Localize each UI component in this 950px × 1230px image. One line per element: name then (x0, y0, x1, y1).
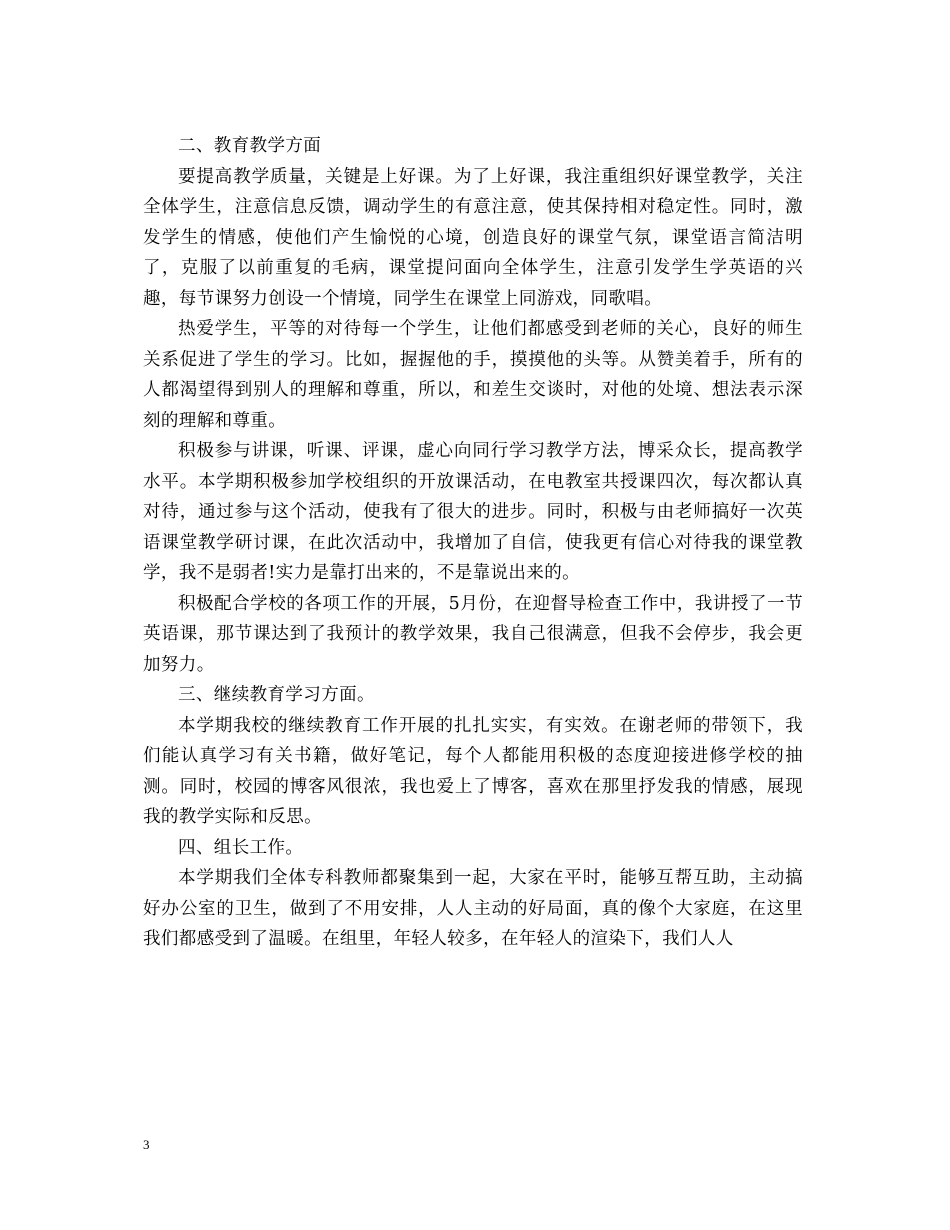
section-heading-group-leader: 四、组长工作。 (178, 837, 304, 858)
paragraph-lecture-participation: 积极参与讲课，听课、评课，虚心向同行学习教学方法，博采众长，提高教学水平。本学期积极参加学校组织的开放课活动，在电教室共授课四次，每次都认真对待，通过参与这个活动，使我有了很大的进步。同时，积极与由老师搞好一次英语课堂教学研讨课，在此次活动中，我增加了自信，使我更有信心对待我的课堂教学，我不是弱者!实力是靠打出来的，不是靠说出来的。 (143, 441, 803, 583)
paragraph-school-cooperation: 积极配合学校的各项工作的开展，5月份，在迎督导检查工作中，我讲授了一节英语课，那节课达到了我预计的教学效果，我自己很满意，但我不会停步，我会更加努力。 (143, 593, 803, 675)
page-number: 3 (143, 1137, 150, 1152)
document-body (143, 131, 803, 955)
paragraph-love-students: 热爱学生，平等的对待每一个学生，让他们都感受到老师的关心，良好的师生关系促进了学生的学习。比如，握握他的手，摸摸他的头等。从赞美着手，所有的人都渴望得到别人的理解和尊重，所以，和差生交谈时，对他的处境、想法表示深刻的理解和尊重。 (143, 319, 803, 431)
section-heading-teaching: 二、教育教学方面 (178, 136, 322, 156)
paragraph-continuing-education: 本学期我校的继续教育工作开展的扎扎实实，有实效。在谢老师的带领下，我们能认真学习有关书籍，做好笔记，每个人都能用积极的态度迎接进修学校的抽测。同时，校园的博客风很浓，我也爱上了博客，喜欢在那里抒发我的情感，展现我的教学实际和反思。 (143, 715, 803, 827)
paragraph-class-quality: 要提高教学质量，关键是上好课。为了上好课，我注重组织好课堂教学，关注全体学生，注意信息反馈，调动学生的有意注意，使其保持相对稳定性。同时，激发学生的情感，使他们产生愉悦的心境，创造良好的课堂气氛，课堂语言简洁明了，克服了以前重复的毛病，课堂提问面向全体学生，注意引发学生学英语的兴趣，每节课努力创设一个情境，同学生在课堂上同游戏，同歌唱。 (143, 166, 803, 309)
paragraph-group-leader-work: 本学期我们全体专科教师都聚集到一起，大家在平时，能够互帮互助，主动搞好办公室的卫生，做到了不用安排，人人主动的好局面，真的像个大家庭，在这里我们都感受到了温暖。在组里，年轻人较多，在年轻人的渲染下，我们人人 (143, 868, 803, 949)
section-heading-continuing-education: 三、继续教育学习方面。 (178, 685, 375, 705)
